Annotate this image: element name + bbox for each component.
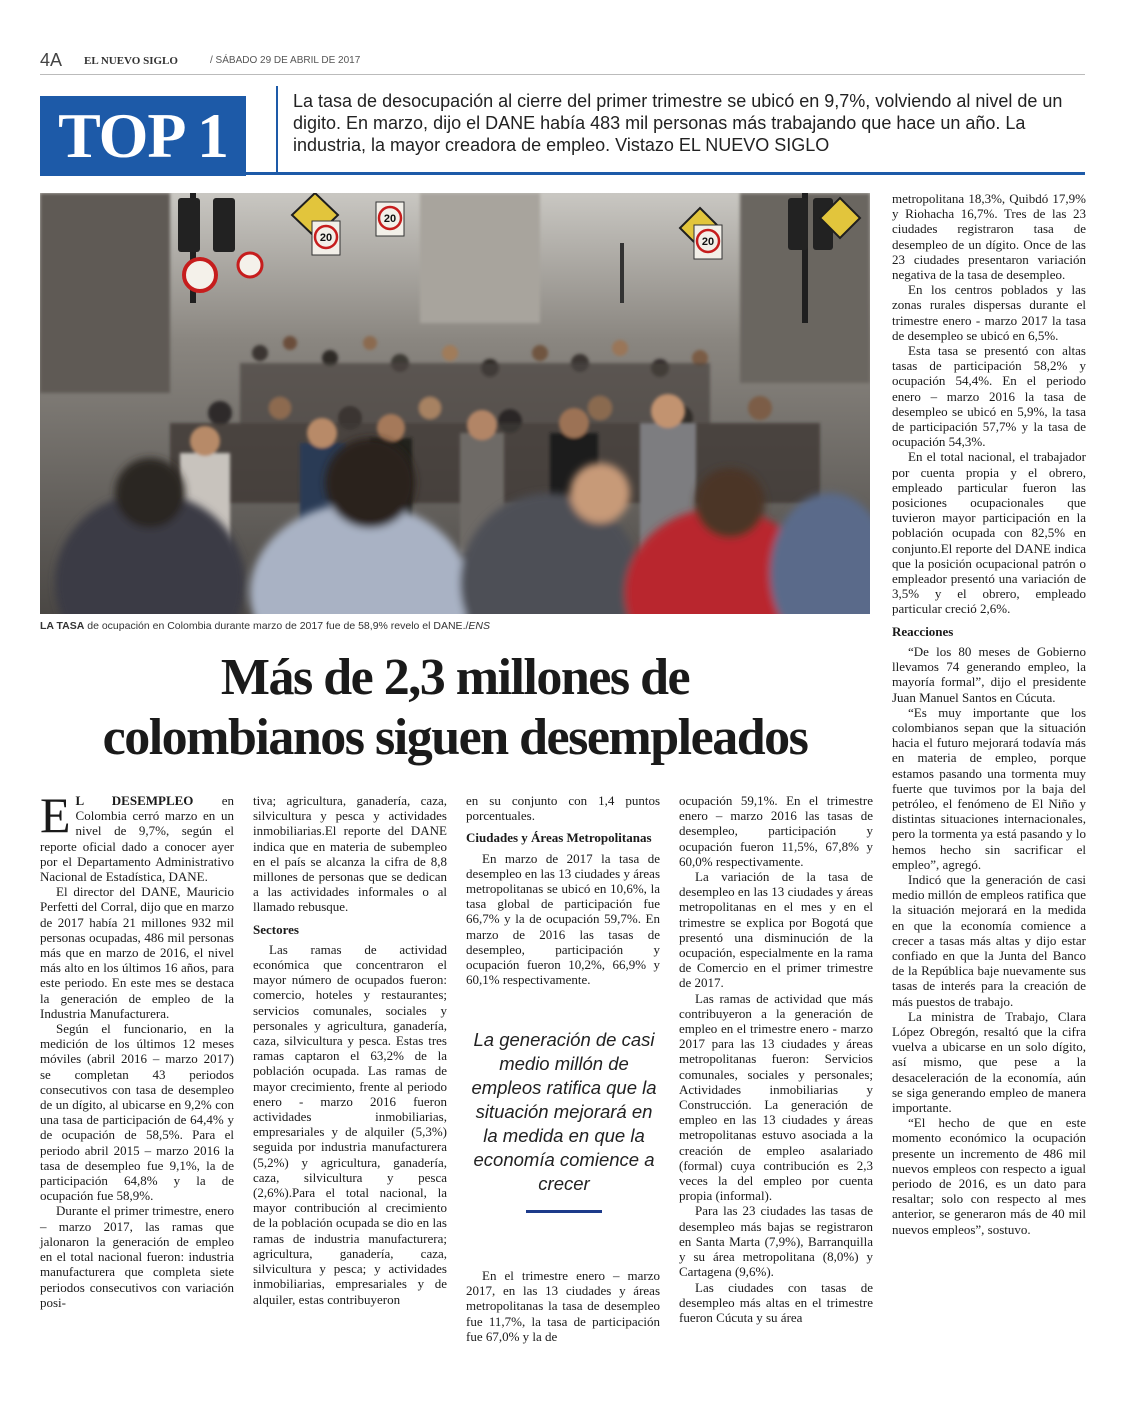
pull-quote-rule [526,1210,602,1213]
caption-lead: LA TASA [40,620,85,632]
paragraph: Las ciudades con tasas de desempleo más altas en el trimestre fueron Cúcuta y su área [679,1279,873,1325]
paragraph: En marzo de 2017 la tasa de desempleo en las 13 ciudades y áreas metropolitanas se ubicó en 10,6%, la tasa global de participación fue 66,7% y la de ocupación 59,7%. En marzo de 2016 las tasas de desempleo, participación y ocupación fueron 10,2%, 66,9% y 60,1% respectivamente. [466,850,660,988]
paragraph: “El hecho de que en este momento económico la ocupación presente un incremento de 486 mil nuevos empleos con respecto a igual periodo de 2016, es un dato para resaltar; solo con respecto al mes anterior, se generaron más de 40 mil nuevos empleos”, sostuvo. [892,1115,1086,1237]
subhead-reacciones: Reacciones [892,623,954,639]
paragraph: En los centros poblados y las zonas rurales dispersas durante el trimestre enero - marzo 2017 la tasa de desempleo se ubicó en 6,5%. [892,282,1086,343]
page-header [40,48,1085,75]
article-headline [40,648,870,768]
drop-cap: E [40,787,71,843]
column-3 [466,793,660,987]
headline-line-1: Más de 2,3 millones de [220,649,690,706]
pull-quote [470,1028,658,1213]
caption-text: de ocupación en Colombia durante marzo de 2017 fue de 58,9% revelo el DANE./ [84,620,469,632]
paragraph: “De los 80 meses de Gobierno llevamos 74 generando empleo, la mayoría formal”, dijo el presidente Juan Manuel Santos en Cúcuta. [892,643,1086,705]
paragraph: La variación de la tasa de desempleo en las 13 ciudades y áreas metropolitanas en el mes y en el trimestre se explica por Bogotá que presentó una disminución de la ocupación, especialmente en la rama de Comercio en el primer trimestre de 2017. [679,869,873,991]
column-2 [253,793,447,1307]
lead-bold: L DESEMPLEO [75,793,194,808]
paragraph: Indicó que la generación de casi medio millón de empleos ratifica que la situación mejorará en la medida en que la economía comience a crecer a tasas más altas y dijo estar confiado en que la Junta del Banco de la República baje nuevamente sus tasas de interés para la creación de más puestos de trabajo. [892,871,1086,1009]
paragraph: tiva; agricultura, ganadería, caza, silvicultura y pesca y actividades inmobiliarias.El reporte del DANE indica que en materia de subempleo en el país se alcanza la cifra de 8,8 millones de personas que se dedican a las actividades informales o al llamado rebusque. [253,793,447,915]
top-underline [246,172,1085,175]
sign-text: 20 [701,236,715,248]
paragraph: En el trimestre enero – marzo 2017, en las 13 ciudades y áreas metropolitanas la tasa de desempleo fue 11,7%, la tasa de participación fue 67,0% y la de [466,1268,660,1344]
paragraph: Las ramas de actividad económica que concentraron el mayor número de ocupados fueron: comercio, hoteles y restaurantes; servicios comunales, sociales y personales y agricultura, ganadería, caza, silvicultura y pesca. Estas tres ramas captaron el 63,2% de la población ocupada. Las ramas de mayor crecimiento, frente al periodo enero - marzo 2016 fueron actividades inmobiliarias, empresariales y de alquiler (5,3%) seguida por industria manufacturera (5,2%) y agricultura, ganadería, caza, silvicultura y pesca (2,6%).Para el total nacional, la mayor contribución al crecimiento de la población ocupada se dio en las ramas de industria manufacturera; agricultura, ganadería, caza, silvicultura y pesca; y actividades inmobiliarias, empresariales y de alquiler, estas contribuyeron [253,941,447,1307]
paragraph: La ministra de Trabajo, Clara López Obregón, resaltó que la cifra vuelva a ubicarse en un solo dígito, así mismo, que pese a la desaceleración de la economía, aún se siga generando empleo de manera importante. [892,1008,1086,1115]
sign-text: 20 [319,232,333,244]
paragraph: en su conjunto con 1,4 puntos porcentuales. [466,793,660,824]
paragraph: Durante el primer trimestre, enero – marzo 2017, las ramas que jalonaron la generación de empleo en el total nacional fueron: industria manufacturera que completa siete periodos consecutivos con variación posi- [40,1203,234,1310]
paragraph: Para las 23 ciudades las tasas de desempleo más bajas se registraron en Santa Marta (7,9%), Barranquilla y su área metropolitana (8,0%) y Cartagena (9,6%). [679,1203,873,1280]
column-5 [892,191,1086,1237]
paragraph: ocupación 59,1%. En el trimestre enero – marzo 2016 las tasas de desempleo, participación y ocupación fueron 11,5%, 67,8% y 60,0% respectivamente. [679,793,873,869]
paragraph: Según el funcionario, en la medición de los últimos 12 meses móviles (abril 2016 – marzo 2017) se completan 43 periodos consecutivos con tasa de desempleo de un dígito, al ubicarse en 9,2% con una tasa de participación de 64,4% y de ocupación de 58,5%. Para el periodo abril 2015 – marzo 2016 la tasa de desempleo fue 9,1%, la de participación 64,8% y la de ocupación fue 58,9%. [40,1021,234,1204]
paragraph: Esta tasa se presentó con altas tasas de participación 58,2% y ocupación 54,4%. En el periodo enero – marzo 2016 la tasa de desempleo se ubicó en 5,9%, la tasa de participación 57,7% y la tasa de ocupación 54,3%. [892,343,1086,450]
top-badge: TOP 1 [40,96,246,176]
paragraph: “Es muy importante que los colombianos sepan que la situación hacia el futuro mejorará todavía más en materia de empleo, porque estamos pasando una tormenta muy fuerte que tuvimos por la baja del petróleo, el fenómeno de El Niño y distintas situaciones internacionales, pero la tormenta ya está pasando y lo hemos hecho sin sacrificar el empleo”, agregó. [892,704,1086,872]
page-number: 4A [40,50,63,70]
publication-name: EL NUEVO SIGLO [84,55,178,67]
paragraph: El director del DANE, Mauricio Perfetti del Corral, dijo que en marzo de 2017 había 21 millones 932 mil personas ocupadas, 486 mil personas más que en marzo de 2016, el nivel más alto en los últimos 16 años, para este periodo. En este mes se destaca la generación de empleo de la Industria Manufacturera. [40,884,234,1021]
lead-text: en Colombia cerró marzo en un nivel de 9,7%, según el reporte oficial dado a conocer ayer por el Departamento Administrativo Nacional de Estadística, DANE. [40,793,234,885]
paragraph: En el total nacional, el trabajador por cuenta propia y el obrero, empleado particular fueron las posiciones ocupacionales que tuvieron mayor participación en la población ocupada con 82,5% en conjunto.El reporte del DANE indica que la posición ocupacional patrón o empleador presentó una variación de 3,5% y el obrero, empleado particular creció 2,6%. [892,449,1086,617]
lead-paragraph [40,787,234,885]
paragraph: metropolitana 18,3%, Quibdó 17,9% y Riohacha 16,7%. Tres de las 23 ciudades registraron tasa de desempleo de un dígito. Once de las 23 ciudades presentaron variación negativa de la tasa de desempleo. [892,191,1086,283]
photo-caption [40,620,870,632]
caption-credit: ENS [468,620,490,632]
subhead-sectores: Sectores [253,921,299,937]
pull-quote-text: La generación de casi medio millón de empleos ratifica que la situación mejorará en la medida en que la economía comience a crecer [471,1029,657,1194]
column-3-bottom [466,1268,660,1344]
sign-text: 20 [383,213,397,225]
crowd-illustration [40,193,870,614]
top-summary: La tasa de desocupación al cierre del primer trimestre se ubicó en 9,7%, volviendo al nivel de un digito. En marzo, dijo el DANE había 483 mil personas más trabajando que hace un año. La industria, la mayor creadora de empleo. Vistazo EL NUEVO SIGLO [293,91,1063,155]
subhead-ciudades: Ciudades y Áreas Metropolitanas [466,830,652,846]
column-1 [40,787,234,1310]
column-4 [679,793,873,1325]
issue-date: / SÁBADO 29 DE ABRIL DE 2017 [210,55,361,66]
top-divider [276,86,278,174]
crowd-photo [40,193,870,614]
paragraph: Las ramas de actividad que más contribuyeron a la generación de empleo en el trimestre enero - marzo 2017 para las 13 ciudades y áreas metropolitanas fueron: Servicios comunales, sociales y personales; Actividades inmobiliarias y Construcción. La generación de empleo en las 13 ciudades y áreas metropolitanas estuvo asociada a la creación de empleo asalariado (formal) cuya contribución es 2,3 veces la del empleo por cuenta propia (informal). [679,990,873,1204]
headline-line-2: colombianos siguen desempleados [102,709,808,766]
